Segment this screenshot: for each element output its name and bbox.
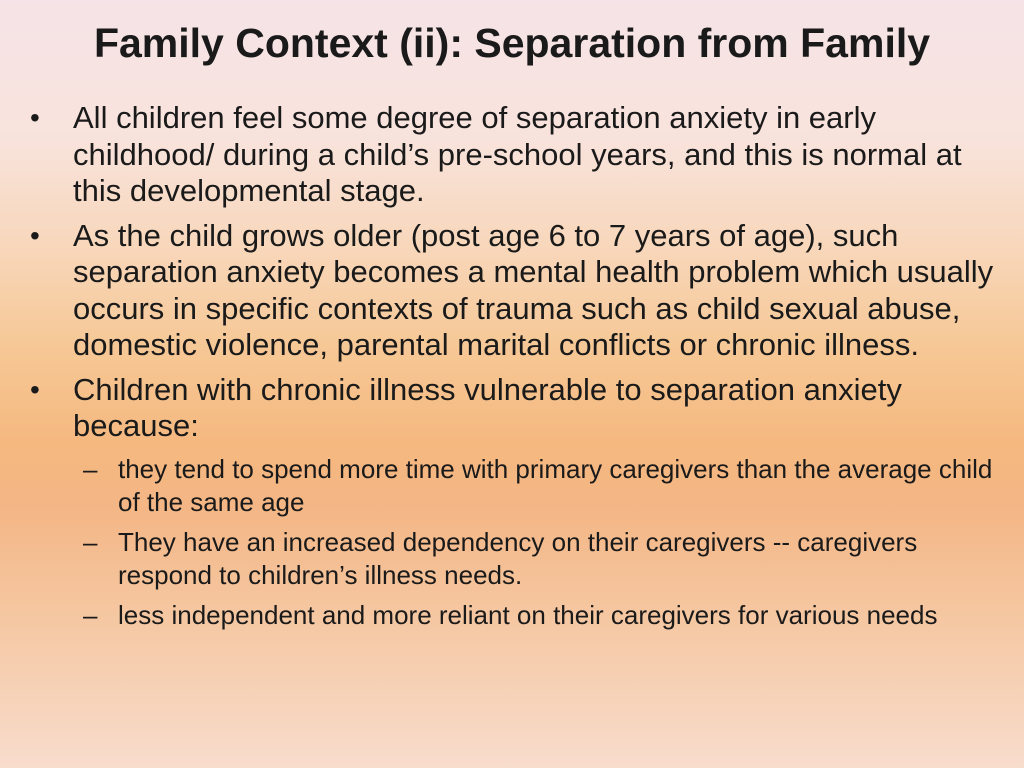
dash-icon: – bbox=[83, 453, 98, 484]
sub-bullet-item bbox=[28, 453, 994, 519]
bullet-item bbox=[28, 100, 994, 210]
bullet-item bbox=[28, 218, 994, 364]
bullet-text: All children feel some degree of separation anxiety in early childhood/ during a child’s pre-school years, and this is normal at this developmental stage. bbox=[73, 100, 962, 208]
bullet-list bbox=[28, 100, 994, 639]
dash-icon: – bbox=[83, 526, 98, 557]
sub-bullet-item bbox=[28, 599, 994, 632]
dash-icon: – bbox=[83, 599, 98, 630]
bullet-icon: • bbox=[30, 102, 40, 133]
sub-bullet-list bbox=[28, 453, 994, 632]
bullet-icon: • bbox=[30, 373, 40, 405]
bullet-text: Children with chronic illness vulnerable to separation anxiety because: bbox=[73, 371, 902, 443]
sub-bullet-text: They have an increased dependency on their caregivers -- caregivers respond to children’s illness needs. bbox=[118, 526, 918, 590]
bullet-item bbox=[28, 372, 994, 445]
bullet-icon: • bbox=[30, 219, 40, 251]
bullet-text: As the child grows older (post age 6 to 7 years of age), such separation anxiety becomes a mental health problem which usually occurs in specific contexts of trauma such as child sexual abuse, domestic violence, parental marital conflicts or chronic illness. bbox=[73, 217, 994, 362]
sub-bullet-text: less independent and more reliant on their caregivers for various needs bbox=[118, 599, 938, 630]
sub-bullet-item bbox=[28, 526, 994, 592]
slide-title: Family Context (ii): Separation from Family bbox=[93, 20, 931, 66]
sub-bullet-text: they tend to spend more time with primary caregivers than the average child of the same age bbox=[118, 453, 993, 517]
